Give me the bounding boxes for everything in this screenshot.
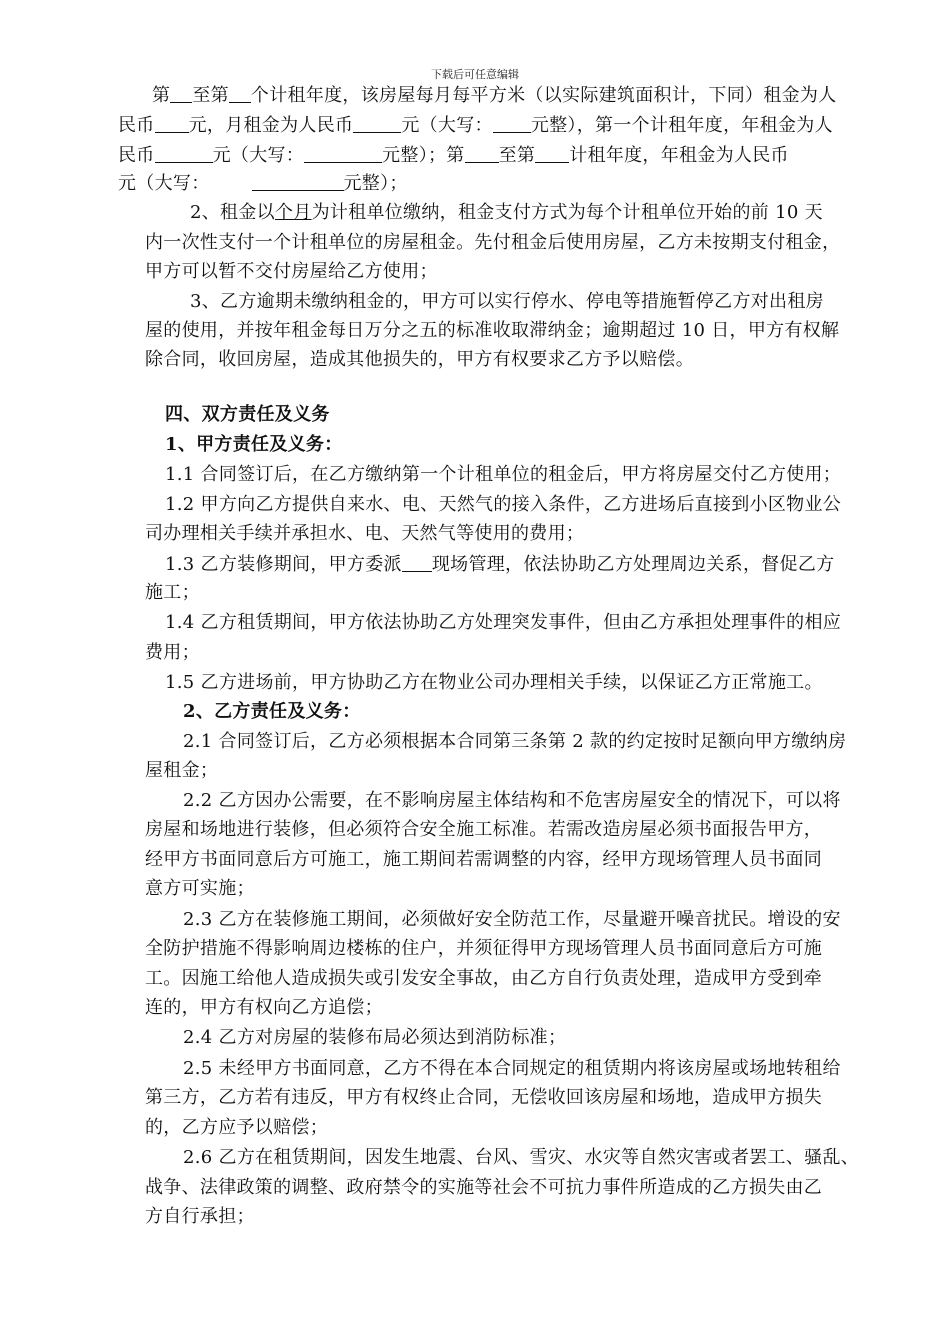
clause-2-1-line-1: 2.1 合同签订后，乙方必须根据本合同第三条第 2 款的约定按时足额向甲方缴纳房 (183, 731, 847, 752)
section-title: 四、双方责任及义务 (165, 404, 330, 425)
clause-2-4: 2.4 乙方对房屋的装修布局必须达到消防标准； (183, 1027, 567, 1048)
clause-1-3-line-1: 1.3 乙方装修期间，甲方委派 现场管理，依法协助乙方处理周边关系，督促乙方 (165, 551, 834, 578)
blank-field[interactable] (493, 112, 531, 133)
blank-field[interactable] (229, 82, 251, 103)
clause-2-3-line-2: 全防护措施不得影响周边楼栋的住户，并须征得甲方现场管理人员书面同意后方可施 (145, 938, 823, 959)
rent-line-3: 民币 元（大写： 元整）；第 至第 计租年度，年租金为人民币 (118, 142, 789, 169)
clause-2-6-line-1: 2.6 乙方在租赁期间，因发生地震、台风、雪灾、水灾等自然灾害或者罢工、骚乱、 (183, 1147, 860, 1168)
clause-2-5-line-1: 2.5 未经甲方书面同意，乙方不得在本合同规定的租赁期内将该房屋或场地转租给 (183, 1058, 841, 1079)
clause-2-2-line-2: 房屋和场地进行装修，但必须符合安全施工标准。若需改造房屋必须书面报告甲方， (145, 819, 823, 840)
clause-2-2-line-1: 2.2 乙方因办公需要，在不影响房屋主体结构和不危害房屋安全的情况下，可以将 (183, 790, 841, 811)
clause-2-3-line-3: 工。因施工给他人造成损失或引发安全事故，由乙方自行负责处理，造成甲方受到牵 (145, 968, 823, 989)
clause-2-6-line-2: 战争、法律政策的调整、政府禁令的实施等社会不可抗力事件所造成的乙方损失由乙 (145, 1177, 823, 1198)
blank-field[interactable] (155, 142, 213, 163)
clause-2-2-line-4: 意方可实施； (145, 878, 255, 899)
clause-1-1: 1.1 合同签订后，在乙方缴纳第一个计租单位的租金后，甲方将房屋交付乙方使用； (165, 464, 842, 485)
clause-1-5: 1.5 乙方进场前，甲方协助乙方在物业公司办理相关手续，以保证乙方正常施工。 (165, 672, 823, 693)
blank-field[interactable] (304, 142, 382, 163)
clause-1-2-line-2: 司办理相关手续并承担水、电、天然气等使用的费用； (145, 523, 585, 544)
blank-field[interactable] (170, 82, 192, 103)
blank-field[interactable] (535, 142, 569, 163)
clause-2-6-line-3: 方自行承担； (145, 1206, 255, 1227)
clause-1-3-line-2: 施工； (145, 582, 200, 603)
clause-2-1-line-2: 屋租金； (145, 760, 219, 781)
blank-field[interactable] (402, 551, 432, 572)
late-payment-clause-line-1: 3、乙方逾期未缴纳租金的，甲方可以实行停水、停电等措施暂停乙方对出租房 (190, 291, 824, 312)
blank-field[interactable] (353, 112, 401, 133)
clause-1-4-line-1: 1.4 乙方租赁期间，甲方依法协助乙方处理突发事件，但由乙方承担处理事件的相应 (165, 612, 842, 633)
late-payment-clause-line-2: 屋的使用，并按年租金每日万分之五的标准收取滞纳金；逾期超过 10 日，甲方有权解 (145, 320, 840, 341)
blank-field[interactable] (465, 142, 499, 163)
rent-line-2: 民币 元，月租金为人民币 元（大写： 元整），第一个计租年度，年租金为人 (118, 112, 833, 139)
rent-line-4: 元（大写： 元整）； (118, 170, 408, 197)
clause-2-3-line-4: 连的，甲方有权向乙方追偿； (145, 997, 383, 1018)
clause-1-2-line-1: 1.2 甲方向乙方提供自来水、电、天然气的接入条件，乙方进场后直接到小区物业公 (165, 494, 842, 515)
clause-2-3-line-1: 2.3 乙方在装修施工期间，必须做好安全防范工作，尽量避开噪音扰民。增设的安 (183, 909, 841, 930)
subsection-heading-party-a: 1、甲方责任及义务： (165, 434, 343, 455)
page-header: 下载后可任意编辑 (431, 68, 519, 81)
payment-unit-value: 个月 (274, 202, 312, 223)
blank-field[interactable] (252, 170, 344, 191)
late-payment-clause-line-3: 除合同，收回房屋，造成其他损失的，甲方有权要求乙方予以赔偿。 (145, 349, 694, 370)
blank-field[interactable] (155, 112, 189, 133)
clause-2-2-line-3: 经甲方书面同意后方可施工，施工期间若需调整的内容，经甲方现场管理人员书面同 (145, 849, 823, 870)
clause-2-5-line-2: 第三方，乙方若有违反，甲方有权终止合同，无偿收回该房屋和场地，造成甲方损失 (145, 1087, 823, 1108)
payment-clause-line-2: 内一次性支付一个计租单位的房屋租金。先付租金后使用房屋，乙方未按期支付租金， (145, 232, 841, 253)
payment-clause-line-1: 2、租金以个月为计租单位缴纳，租金支付方式为每个计租单位开始的前 10 天 (190, 202, 823, 223)
clause-1-4-line-2: 费用； (145, 642, 200, 663)
rent-line-1: 第 至第 个计租年度，该房屋每月每平方米（以实际建筑面积计，下同）租金为人 (152, 82, 837, 109)
clause-2-5-line-3: 的，乙方应予以赔偿； (145, 1117, 328, 1138)
payment-clause-line-3: 甲方可以暂不交付房屋给乙方使用； (145, 261, 438, 282)
subsection-heading-party-b: 2、乙方责任及义务： (183, 701, 361, 722)
